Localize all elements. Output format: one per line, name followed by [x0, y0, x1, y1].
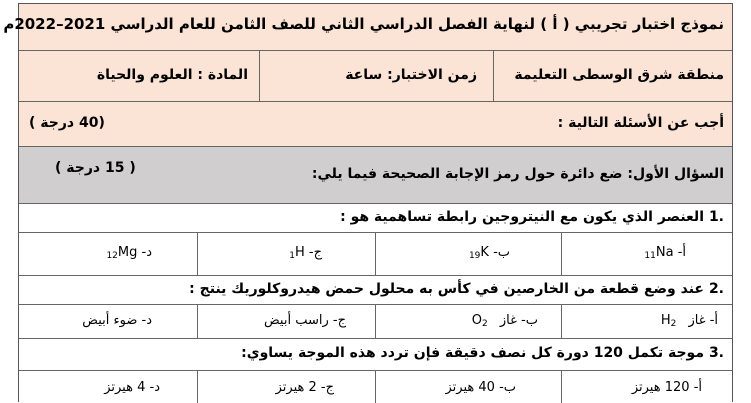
option-b[interactable]: ب- 40 هيرتز — [445, 380, 516, 395]
total-score: (40 درجة ) — [29, 115, 105, 131]
question-3-options — [19, 371, 732, 403]
question-number: 2. — [708, 281, 724, 297]
option-a[interactable]: أ- غاز $H_2$ — [660, 313, 718, 329]
option-a[interactable]: أ- $_{11}$Na — [644, 245, 686, 261]
section1-title: السؤال الأول: ضع دائرة حول رمز الإجابة الصحيحة فيما يلي: — [311, 166, 724, 182]
instructions-row — [19, 102, 732, 147]
option-c[interactable]: ج- $_1$H — [289, 245, 322, 261]
question-1-options — [19, 233, 732, 276]
exam-sheet — [3, 3, 733, 402]
question-1 — [19, 204, 732, 233]
option-d[interactable]: د- $_{12}$Mg — [106, 245, 152, 261]
option-c[interactable]: ج- راسب أبيض — [264, 313, 346, 328]
question-3 — [19, 339, 732, 371]
option-a[interactable]: أ- 120 هيرتز — [631, 380, 702, 395]
question-number: 1. — [708, 209, 724, 225]
question-text: موجة تكمل 120 دورة كل نصف دقيقة فإن تردد هذه الموجة يساوي: — [241, 345, 704, 361]
question-text: عند وضع قطعة من الخارصين في كأس به محلول حمض هيدروكلوريك ينتج : — [189, 281, 704, 297]
question-text: العنصر الذي يكون مع النيتروجين رابطة تساهمية هو : — [340, 209, 704, 225]
question-2 — [19, 276, 732, 305]
section1-score: ( 15 درجة ) — [55, 160, 136, 176]
duration-label: زمن الاختبار: ساعة — [345, 67, 477, 83]
exam-title: نموذج اختبار تجريبي ( أ ) لنهاية الفصل الدراسي الثاني للصف الثامن للعام الدراسي 2021–2022م — [3, 15, 724, 33]
option-d[interactable]: د- ضوء أبيض — [82, 313, 152, 328]
title-row — [3, 4, 732, 51]
region-label: منطقة شرق الوسطى التعليمة — [514, 67, 724, 83]
option-b[interactable]: ب- غاز $O_2$ — [471, 313, 538, 329]
info-row — [19, 51, 732, 102]
option-c[interactable]: ج- 2 هيرتز — [275, 380, 334, 395]
option-b[interactable]: ب- $_{19}$K — [468, 245, 510, 261]
option-d[interactable]: د- 4 هيرتز — [104, 380, 160, 395]
subject-label: المادة : العلوم والحياة — [96, 67, 248, 83]
instructions-text: أجب عن الأسئلة التالية : — [557, 115, 724, 131]
question-number: 3. — [708, 345, 724, 361]
section1-header — [19, 147, 732, 204]
question-2-options — [19, 305, 732, 339]
